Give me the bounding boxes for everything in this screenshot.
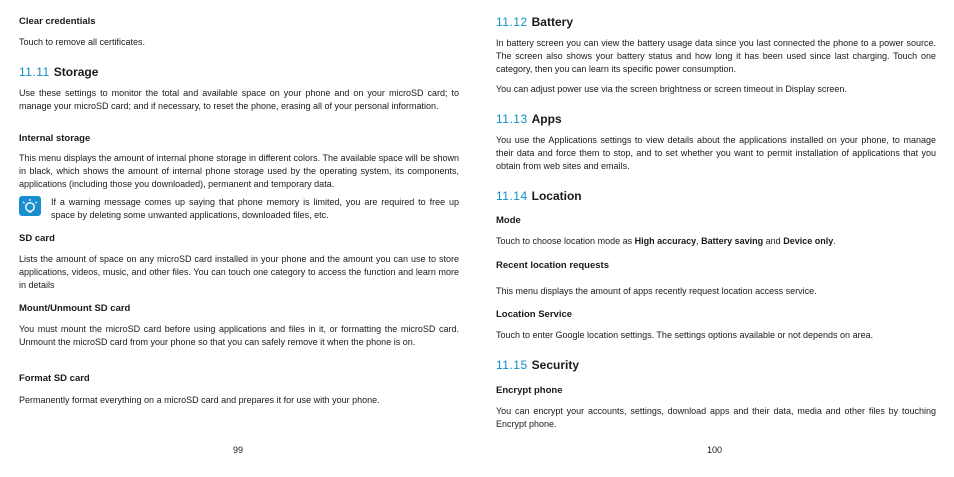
section-number: 11.15: [496, 358, 528, 372]
tip-text: If a warning message comes up saying that phone memory is limited, you are required to free up space by deleting some unwanted applications, downloaded files, etc.: [51, 197, 459, 220]
encrypt-heading: Encrypt phone: [496, 385, 563, 396]
format-heading: Format SD card: [19, 373, 90, 384]
battery-heading: [496, 15, 936, 29]
location-service-text: Touch to enter Google location settings. The settings options available or not depends on area.: [496, 330, 874, 340]
section-number: 11.11: [19, 65, 50, 79]
storage-heading: [19, 65, 459, 79]
mode-device-only: Device only: [783, 236, 834, 246]
section-number: 11.12: [496, 15, 528, 29]
internal-storage-text: This menu displays the amount of internal phone storage in different colors. The available space will be shown in black, which shows the amount of internal phone storage used by the operating system, its components, applications (including those you downloaded), permanent and temporary data.: [19, 153, 459, 189]
mode-high-accuracy: High accuracy: [634, 236, 697, 246]
storage-text: Use these settings to monitor the total and available space on your phone and on your microSD card; to manage your microSD card; and if necessary, to reset the phone, erasing all of your personal information.: [19, 88, 459, 111]
tip-note: [19, 196, 459, 222]
security-heading: [496, 358, 936, 372]
battery-text-2: You can adjust power use via the screen brightness or screen timeout in Display screen.: [496, 84, 847, 94]
mode-heading: Mode: [496, 215, 521, 226]
battery-text: In battery screen you can view the battery usage data since you last connected the phone to a power source. The screen also shows your battery status and how long it has been used since last charging. Touch one category, then you can learn its specific power consumption.: [496, 38, 936, 74]
apps-text: You use the Applications settings to view details about the applications installed on your phone, to manage their data and force them to stop, and to set whether you want to permit installation of applications that you obtain from web sites and emails.: [496, 135, 936, 171]
internal-storage-heading: Internal storage: [19, 133, 91, 144]
format-text: Permanently format everything on a microSD card and prepares it for use with your phone.: [19, 395, 380, 405]
section-title: Storage: [53, 65, 99, 79]
page-number-right: 100: [707, 445, 723, 455]
clear-credentials-text: Touch to remove all certificates.: [19, 37, 146, 47]
mount-heading: Mount/Unmount SD card: [19, 303, 131, 314]
sd-card-heading: SD card: [19, 233, 55, 244]
recent-requests-text: This menu displays the amount of apps recently request location access service.: [496, 286, 817, 296]
mode-text: [496, 235, 936, 248]
location-service-heading: Location Service: [496, 309, 573, 320]
mode-prefix: Touch to choose location mode as: [496, 236, 635, 246]
apps-heading: [496, 112, 936, 126]
encrypt-text: You can encrypt your accounts, settings, download apps and their data, media and other files by touching Encrypt phone.: [496, 406, 936, 429]
section-number: 11.14: [496, 189, 528, 203]
page-number-left: 99: [233, 445, 244, 455]
section-title: Battery: [531, 15, 573, 29]
recent-requests-heading: Recent location requests: [496, 260, 609, 271]
mode-suffix: .: [833, 236, 836, 246]
section-title: Apps: [531, 112, 562, 126]
section-title: Security: [531, 358, 579, 372]
location-heading: [496, 189, 936, 203]
sd-card-text: Lists the amount of space on any microSD card installed in your phone and the amount you can use to store applications, videos, music, and other files. You can touch one category to access the function and learn more in details: [19, 254, 459, 290]
section-number: 11.13: [496, 112, 528, 126]
mount-text: You must mount the microSD card before using applications and files in it, or formatting the microSD card. Unmount the microSD card from your phone so that you can safely remove it when the phone is on.: [19, 324, 459, 347]
mode-sep: and: [763, 236, 784, 246]
tip-icon: [19, 196, 41, 216]
clear-credentials-heading: Clear credentials: [19, 16, 96, 27]
section-title: Location: [531, 189, 582, 203]
mode-sep: ,: [696, 236, 702, 246]
mode-battery-saving: Battery saving: [701, 236, 764, 246]
